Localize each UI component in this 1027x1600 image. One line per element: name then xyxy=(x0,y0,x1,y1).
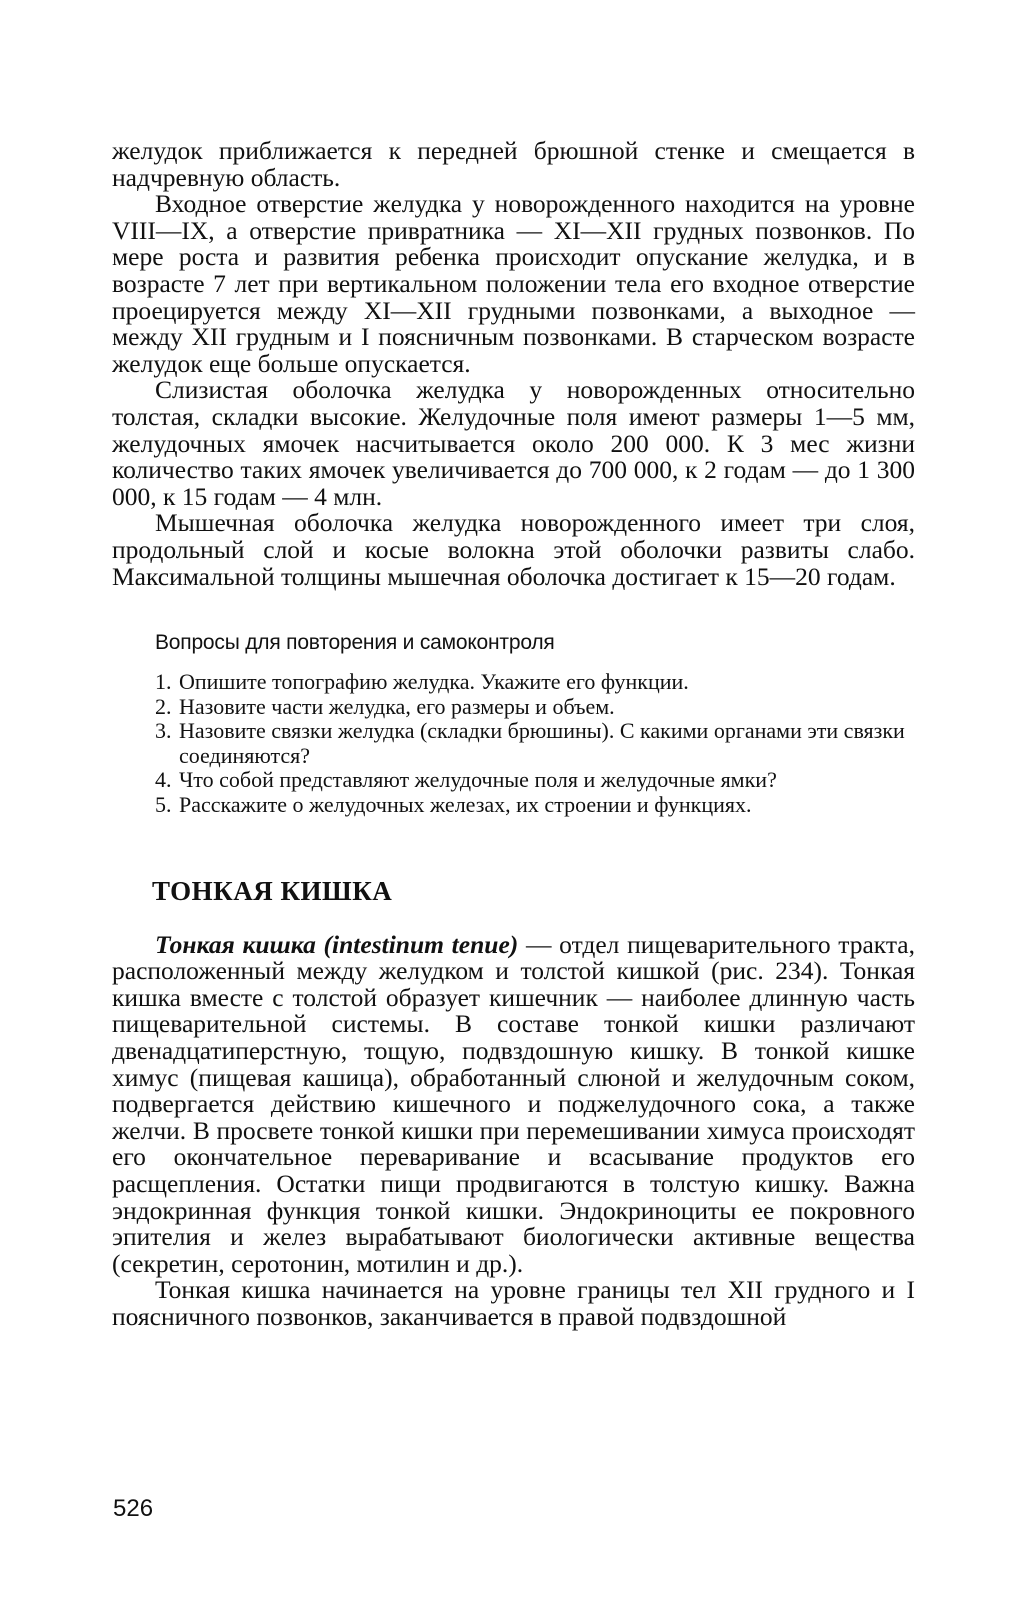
question-number: 1. xyxy=(155,669,172,695)
term-definition: Тонкая кишка (intestinum tenue) xyxy=(155,929,519,959)
paragraph: Мышечная оболочка желудка новорожденного имеет три слоя, продольный слой и косые волокна этой оболочки развиты слабо. Максимальной толщины мышечная оболочка достигает к 15—20 годам. xyxy=(112,508,915,591)
list-item xyxy=(155,695,915,720)
section-title: ТОНКАЯ КИШКА xyxy=(152,875,393,906)
page-number: 526 xyxy=(113,1495,154,1522)
paragraph: желудок приближается к передней брюшной стенке и смещается в надчревную область. xyxy=(112,136,915,192)
paragraph: Слизистая оболочка желудка у новорожденных относительно толстая, складки высокие. Желудочные поля имеют размеры 1—5 мм, желудочных ямочек насчитывается около 200 000. К 3 мес жизни количество таких ямочек увеличивается до 700 000, к 2 годам — до 1 300 000, к 15 годам — 4 млн. xyxy=(112,375,915,511)
question-number: 2. xyxy=(155,693,172,719)
questions-heading: Вопросы для повторения и самоконтроля xyxy=(155,631,555,655)
question-number: 4. xyxy=(155,767,172,793)
question-number: 5. xyxy=(155,792,172,818)
list-item xyxy=(155,768,915,793)
question-number: 3. xyxy=(155,718,172,744)
list-item xyxy=(155,719,915,768)
paragraph: Тонкая кишка начинается на уровне границы тел XII грудного и I поясничного позвонков, заканчивается в правой подвздошной xyxy=(112,1275,915,1331)
section-intro-paragraph xyxy=(112,929,915,1278)
question-text: Что собой представляют желудочные поля и желудочные ямки? xyxy=(179,767,777,793)
question-text: Назовите части желудка, его размеры и объем. xyxy=(179,693,615,719)
list-item xyxy=(155,670,915,695)
list-item xyxy=(155,793,915,818)
page-body xyxy=(112,138,915,1331)
question-text: Расскажите о желудочных железах, их строении и функциях. xyxy=(179,792,752,818)
question-text: Опишите топографию желудка. Укажите его функции. xyxy=(179,669,689,695)
question-text: Назовите связки желудка (складки брюшины). С какими органами эти связки соединяются? xyxy=(179,718,905,768)
questions-list xyxy=(155,670,915,818)
intro-text: — отдел пищеварительного тракта, расположенный между желудком и толстой кишкой (рис. 234). Тонкая кишка вместе с толстой образует кишечник — наиболее длинную часть пищеварительной системы. В составе тонкой кишки различают двенадцатиперстную, тощую, подвздошную кишку. В тонкой кишке химус (пищевая кашица), обработанный слюной и желудочным соком, подвергается действию кишечного и поджелудочного сока, а также желчи. В просвете тонкой кишки при перемешивании химуса происходят его окончательное переваривание и всасывание продуктов его расщепления. Остатки пищи продвигаются в толстую кишку. Важна эндокринная функция тонкой кишки. Эндокриноциты ее покровного эпителия и желез вырабатывают биологически активные вещества (секретин, серотонин, мотилин и др.). xyxy=(112,929,915,1278)
paragraph: Входное отверстие желудка у новорожденного находится на уровне VIII—IX, а отверстие привратника — XI—XII грудных позвонков. По мере роста и развития ребенка происходит опускание желудка, и в возрасте 7 лет при вертикальном положении тела его входное отверстие проецируется между XI—XII грудными позвонками, а выходное — между XII грудным и I поясничным позвонками. В старческом возрасте желудок еще больше опускается. xyxy=(112,189,915,378)
